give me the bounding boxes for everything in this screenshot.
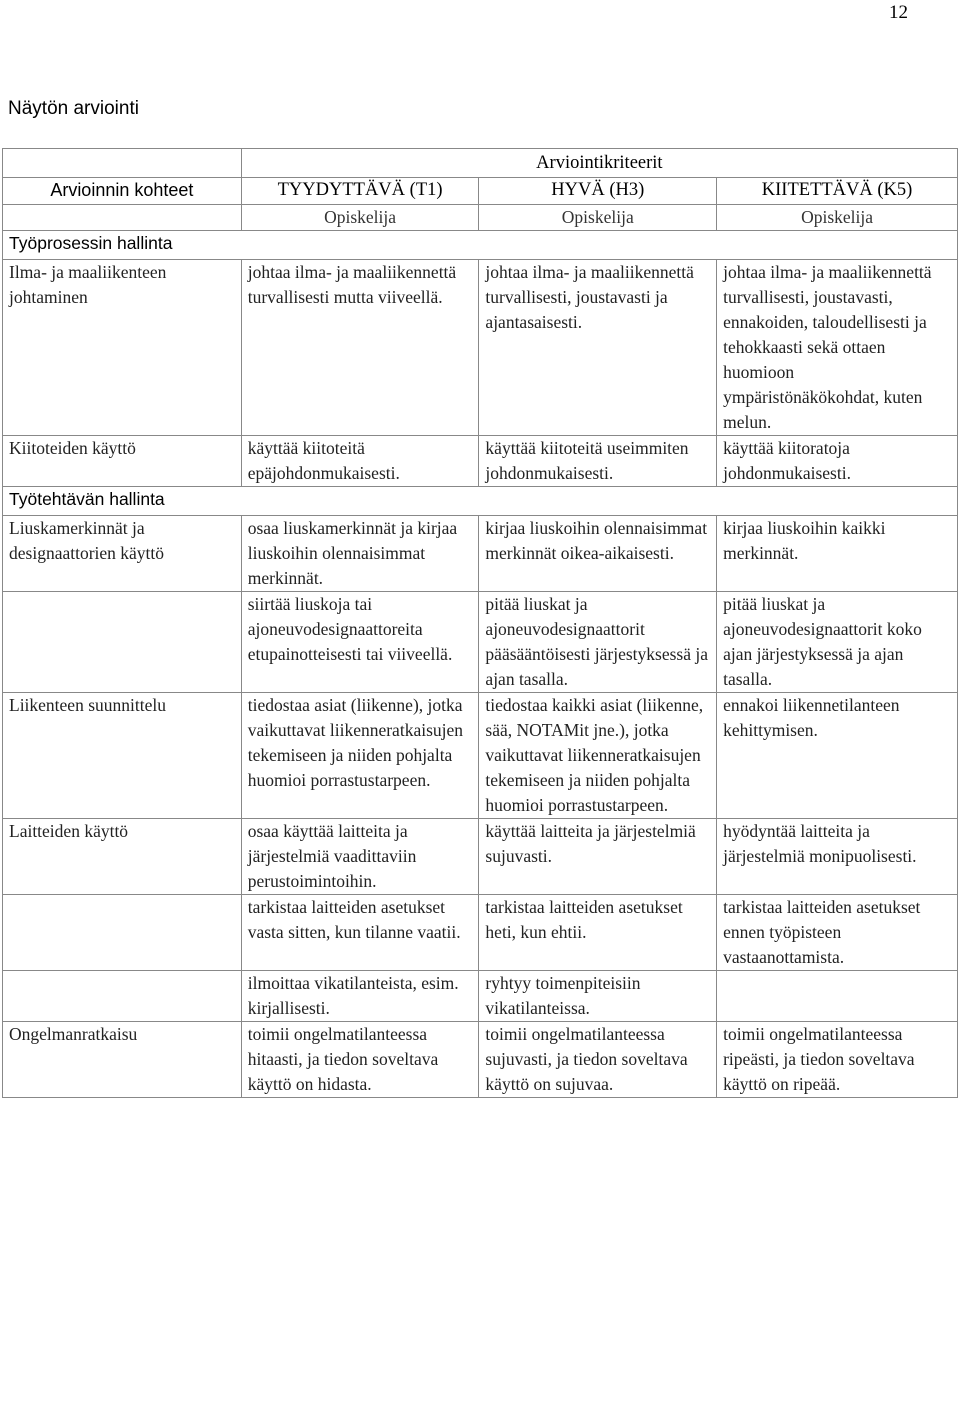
- cell-k5: tarkistaa laitteiden asetukset ennen työpisteen vastaanottamista.: [717, 895, 958, 971]
- row-label: Ilma- ja maaliikenteen johtaminen: [3, 260, 242, 436]
- section-row: [3, 231, 958, 260]
- level-h3: HYVÄ (H3): [479, 178, 717, 205]
- page-number: 12: [889, 2, 908, 23]
- cell-k5: ennakoi liikennetilanteen kehittymisen.: [717, 693, 958, 819]
- cell-t1: osaa liuskamerkinnät ja kirjaa liuskoihin olennaisimmat merkinnät.: [241, 516, 479, 592]
- cell-k5: toimii ongelmatilanteessa ripeästi, ja tiedon soveltava käyttö on ripeää.: [717, 1022, 958, 1098]
- cell-k5: johtaa ilma- ja maaliikennettä turvallisesti, joustavasti, ennakoiden, taloudellisesti ja tehokkaasti sekä ottaen huomioon ympäristönäkökohdat, kuten melun.: [717, 260, 958, 436]
- table-row: [3, 1022, 958, 1098]
- section-row: [3, 487, 958, 516]
- table-row: [3, 819, 958, 895]
- criteria-title: Arviointikriteerit: [241, 149, 957, 178]
- blank-cell: [3, 149, 242, 178]
- cell-h3: tarkistaa laitteiden asetukset heti, kun ehtii.: [479, 895, 717, 971]
- cell-t1: käyttää kiitoteitä epäjohdonmukaisesti.: [241, 436, 479, 487]
- cell-t1: tiedostaa asiat (liikenne), jotka vaikuttavat liikenneratkaisujen tekemiseen ja niiden pohjalta huomioi porrastustarpeen.: [241, 693, 479, 819]
- cell-t1: ilmoittaa vikatilanteista, esim. kirjallisesti.: [241, 971, 479, 1022]
- row-label: Ongelmanratkaisu: [3, 1022, 242, 1098]
- row-label: Kiitoteiden käyttö: [3, 436, 242, 487]
- table-row: [3, 436, 958, 487]
- row-label: [3, 592, 242, 693]
- blank-cell: [3, 205, 242, 231]
- table-row: [3, 592, 958, 693]
- section-heading: Työtehtävän hallinta: [3, 487, 958, 516]
- student-label: Opiskelija: [717, 205, 958, 231]
- cell-k5: kirjaa liuskoihin kaikki merkinnät.: [717, 516, 958, 592]
- cell-h3: tiedostaa kaikki asiat (liikenne, sää, NOTAMit jne.), jotka vaikuttavat liikenneratkaisujen tekemiseen ja niiden pohjalta huomioi porrastustarpeen.: [479, 693, 717, 819]
- cell-t1: siirtää liuskoja tai ajoneuvodesignaattoreita etupainotteisesti tai viiveellä.: [241, 592, 479, 693]
- table-row: [3, 260, 958, 436]
- row-label: Liuskamerkinnät ja designaattorien käyttö: [3, 516, 242, 592]
- cell-t1: toimii ongelmatilanteessa hitaasti, ja tiedon soveltava käyttö on hidasta.: [241, 1022, 479, 1098]
- criteria-title-row: [3, 149, 958, 178]
- table-row: [3, 895, 958, 971]
- level-k5: KIITETTÄVÄ (K5): [717, 178, 958, 205]
- cell-h3: käyttää kiitoteitä useimmiten johdonmukaisesti.: [479, 436, 717, 487]
- criteria-table: [2, 148, 958, 1098]
- row-label: [3, 971, 242, 1022]
- row-label: [3, 895, 242, 971]
- table-row: [3, 971, 958, 1022]
- section-heading: Työprosessin hallinta: [3, 231, 958, 260]
- cell-t1: johtaa ilma- ja maaliikennettä turvallisesti mutta viiveellä.: [241, 260, 479, 436]
- cell-k5: [717, 971, 958, 1022]
- cell-h3: toimii ongelmatilanteessa sujuvasti, ja tiedon soveltava käyttö on sujuvaa.: [479, 1022, 717, 1098]
- cell-h3: ryhtyy toimenpiteisiin vikatilanteissa.: [479, 971, 717, 1022]
- cell-h3: kirjaa liuskoihin olennaisimmat merkinnät oikea-aikaisesti.: [479, 516, 717, 592]
- cell-k5: hyödyntää laitteita ja järjestelmiä monipuolisesti.: [717, 819, 958, 895]
- cell-h3: pitää liuskat ja ajoneuvodesignaattorit pääsääntöisesti järjestyksessä ja ajan tasalla.: [479, 592, 717, 693]
- cell-k5: pitää liuskat ja ajoneuvodesignaattorit koko ajan järjestyksessä ja ajan tasalla.: [717, 592, 958, 693]
- cell-h3: käyttää laitteita ja järjestelmiä sujuvasti.: [479, 819, 717, 895]
- section-title: Näytön arviointi: [8, 98, 139, 119]
- cell-h3: johtaa ilma- ja maaliikennettä turvallisesti, joustavasti ja ajantasaisesti.: [479, 260, 717, 436]
- table-row: [3, 693, 958, 819]
- level-t1: TYYDYTTÄVÄ (T1): [241, 178, 479, 205]
- cell-t1: tarkistaa laitteiden asetukset vasta sitten, kun tilanne vaatii.: [241, 895, 479, 971]
- student-row: [3, 205, 958, 231]
- table-row: [3, 516, 958, 592]
- cell-k5: käyttää kiitoratoja johdonmukaisesti.: [717, 436, 958, 487]
- student-label: Opiskelija: [241, 205, 479, 231]
- cell-t1: osaa käyttää laitteita ja järjestelmiä vaadittaviin perustoimintoihin.: [241, 819, 479, 895]
- row-label: Laitteiden käyttö: [3, 819, 242, 895]
- targets-header: Arvioinnin kohteet: [3, 178, 242, 205]
- levels-row: [3, 178, 958, 205]
- row-label: Liikenteen suunnittelu: [3, 693, 242, 819]
- student-label: Opiskelija: [479, 205, 717, 231]
